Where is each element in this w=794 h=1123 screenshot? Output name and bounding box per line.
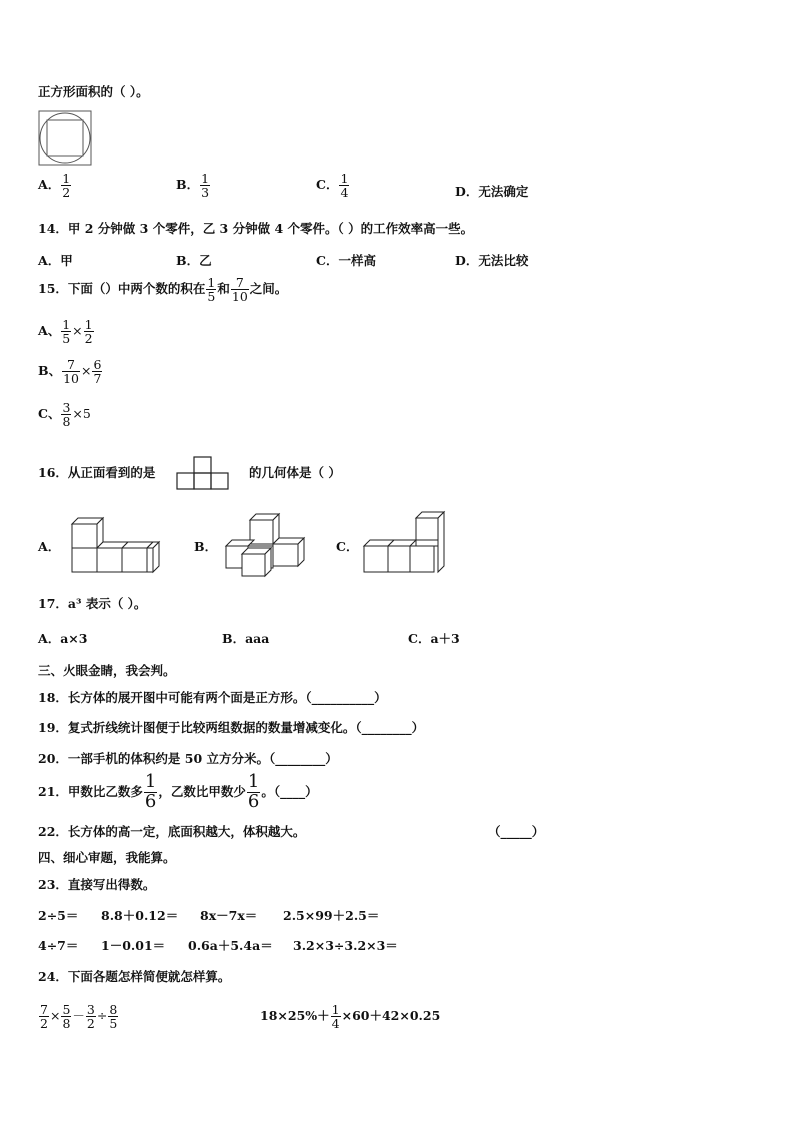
q13-option-a[interactable]: A． $\frac{1}{2}$ xyxy=(38,171,71,201)
q20-text: 20．一部手机的体积约是 50 立方分米。（________） xyxy=(38,751,338,766)
q15-option-b[interactable]: B、 $\frac{7}{10}$ × $\frac{6}{7}$ xyxy=(38,357,102,387)
q16-option-c-label[interactable]: C． xyxy=(336,539,359,554)
q15-a-frac-2: $\frac{1}{2}$ xyxy=(84,317,93,347)
q13-option-c[interactable]: C． $\frac{1}{4}$ xyxy=(316,171,349,201)
q24-title: 24．下面各题怎样简便就怎样算。 xyxy=(38,969,231,984)
q23-item: 4÷7＝ xyxy=(38,938,79,953)
q16-option-a-figure xyxy=(68,512,164,576)
q19-text: 19．复式折线统计图便于比较两组数据的数量增减变化。（________） xyxy=(38,720,425,735)
q22-answer-blank[interactable]: （_____） xyxy=(488,824,545,839)
q14-text: 14．甲 2 分钟做 3 个零件，乙 3 分钟做 4 个零件。（ ）的工作效率高一些。 xyxy=(38,221,474,236)
q14-option-b[interactable]: B．乙 xyxy=(176,253,212,268)
q17-option-b[interactable]: B．aaa xyxy=(222,631,270,646)
section-3-heading: 三、火眼金睛，我会判。 xyxy=(38,663,176,678)
q24-expression-1: $\frac{7}{2}$ × $\frac{5}{8}$ － $\frac{3}{2}$ ÷ $\frac{8}{5}$ xyxy=(40,1002,118,1032)
q24-e1-frac: $\frac{3}{2}$ xyxy=(86,1002,95,1032)
q14-option-d[interactable]: D．无法比较 xyxy=(455,253,529,268)
q23-item: 0.6a＋5.4a＝ xyxy=(188,938,273,953)
q15-fraction-2: $\frac{7}{10}$ xyxy=(231,275,248,305)
q24-expression-2: 18×25%＋ $\frac{1}{4}$ ×60＋42×0.25 xyxy=(260,1002,441,1032)
q24-e1-frac: $\frac{7}{2}$ xyxy=(40,1002,48,1032)
q23-item: 2.5×99＋2.5＝ xyxy=(283,908,380,923)
q18-text: 18．长方体的展开图中可能有两个面是正方形。（__________） xyxy=(38,690,387,705)
q16-suffix: 的几何体是（ ） xyxy=(249,465,341,480)
q16-prefix: 16．从正面看到的是 xyxy=(38,465,156,480)
q15-b-frac-1: $\frac{7}{10}$ xyxy=(63,357,79,387)
q17-option-c[interactable]: C．a＋3 xyxy=(408,631,460,646)
q15-option-a[interactable]: A、 $\frac{1}{5}$ × $\frac{1}{2}$ xyxy=(38,317,93,347)
section-4-heading: 四、细心审题，我能算。 xyxy=(38,850,176,865)
q14-option-c[interactable]: C．一样高 xyxy=(316,253,376,268)
q16-option-b-label[interactable]: B． xyxy=(194,539,218,554)
q16-option-c-figure xyxy=(362,510,446,576)
q23-item: 8x－7x＝ xyxy=(200,908,258,923)
q23-title: 23．直接写出得数。 xyxy=(38,877,156,892)
q15-fraction-1: $\frac{1}{5}$ xyxy=(207,275,216,305)
q13-option-b[interactable]: B． $\frac{1}{3}$ xyxy=(176,171,210,201)
q23-item: 1－0.01＝ xyxy=(101,938,166,953)
q16-option-a-label[interactable]: A． xyxy=(38,539,61,554)
q15-text: 15．下面（）中两个数的积在 $\frac{1}{5}$ 和 $\frac{7}{10}$ 之间。 xyxy=(38,275,288,305)
q16-option-b-figure xyxy=(224,510,306,578)
q13-text: 正方形面积的（ ）。 xyxy=(38,84,149,99)
q15-c-frac: $\frac{3}{8}$ xyxy=(62,400,71,430)
q13-option-d[interactable]: D．无法确定 xyxy=(455,184,529,199)
q13-option-c-fraction: $\frac{1}{4}$ xyxy=(340,171,349,201)
q23-item: 8.8＋0.12＝ xyxy=(101,908,179,923)
front-view-figure xyxy=(176,456,230,490)
q23-item: 2÷5＝ xyxy=(38,908,79,923)
q15-option-c[interactable]: C、 $\frac{3}{8}$ ×5 xyxy=(38,400,91,430)
q15-b-frac-2: $\frac{6}{7}$ xyxy=(93,357,102,387)
q21-text: 21．甲数比乙数多 $\frac{1}{6}$ ，乙数比甲数少 $\frac{1}{6}$ 。（____） xyxy=(38,771,318,812)
q21-fraction-2: $\frac{1}{6}$ xyxy=(247,771,260,812)
q23-item: 3.2×3÷3.2×3＝ xyxy=(293,938,398,953)
q13-option-b-fraction: $\frac{1}{3}$ xyxy=(201,171,210,201)
q24-e2-frac: $\frac{1}{4}$ xyxy=(331,1002,340,1032)
q17-option-a[interactable]: A．a×3 xyxy=(38,631,88,646)
circle-square-figure xyxy=(38,110,92,166)
q14-option-a[interactable]: A．甲 xyxy=(38,253,73,268)
q24-e1-frac: $\frac{8}{5}$ xyxy=(109,1002,118,1032)
q15-a-frac-1: $\frac{1}{5}$ xyxy=(62,317,71,347)
q24-e1-frac: $\frac{5}{8}$ xyxy=(62,1002,71,1032)
q21-fraction-1: $\frac{1}{6}$ xyxy=(144,771,157,812)
q22-text: 22．长方体的高一定，底面积越大，体积越大。 xyxy=(38,824,306,839)
q13-option-a-fraction: $\frac{1}{2}$ xyxy=(62,171,71,201)
q17-text: 17．a³ 表示（ ）。 xyxy=(38,596,147,611)
